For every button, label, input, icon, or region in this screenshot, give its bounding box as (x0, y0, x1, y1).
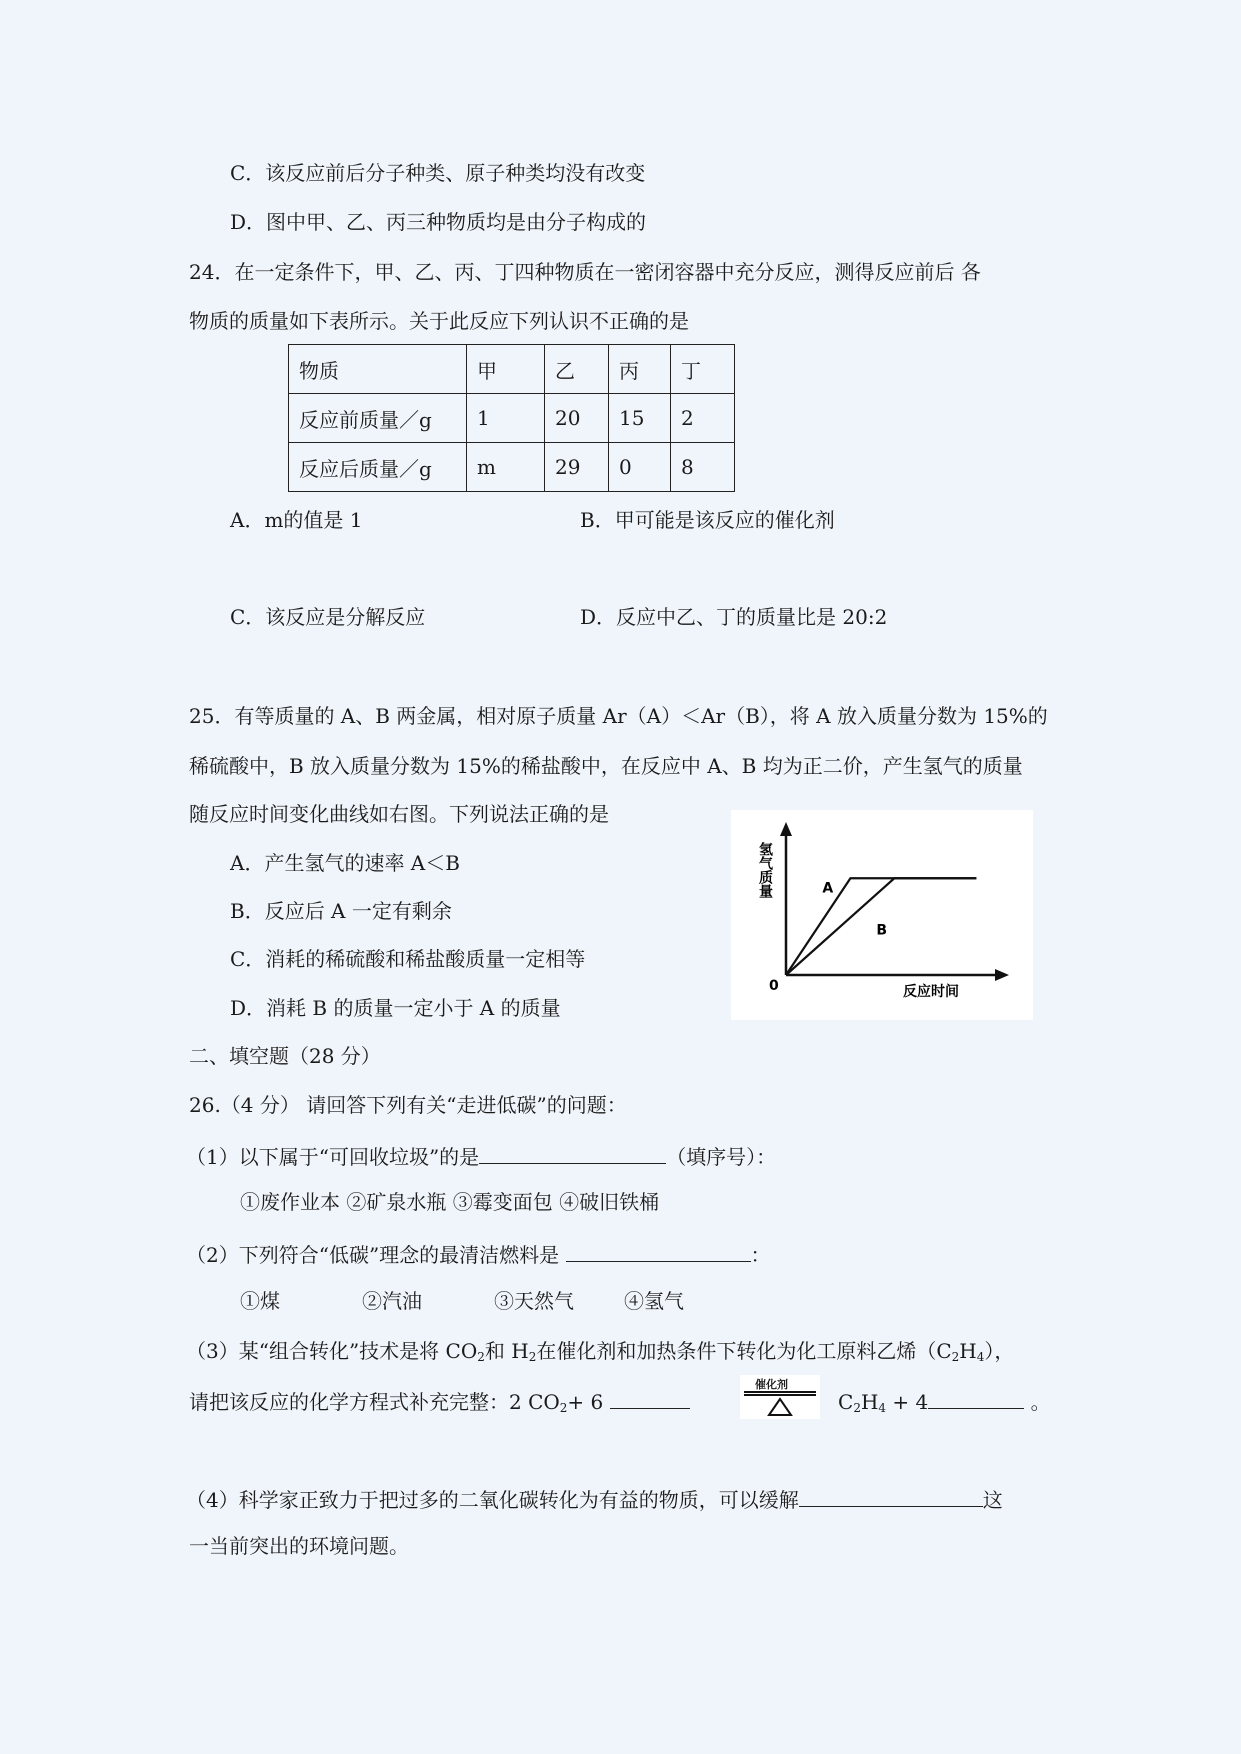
text-run: 这 (982, 1488, 1003, 1512)
catalyst-condition (740, 1375, 820, 1419)
catalyst-label: 催化剂 (755, 1378, 788, 1391)
subscript: 2 (477, 1350, 485, 1364)
text-run: （3）某“组合转化”技术是将 CO (186, 1339, 478, 1363)
text-run: + 6 (567, 1390, 610, 1414)
q26-part2-option-4: ④氢气 (624, 1289, 684, 1313)
answer-blank-1[interactable] (479, 1141, 666, 1164)
q23-option-c: C．该反应前后分子种类、原子种类均没有改变 (230, 161, 646, 185)
origin-label: 0 (769, 978, 779, 994)
q26-part3-line1 (186, 1338, 1014, 1370)
text-run: + 4 (886, 1390, 929, 1414)
text-run: 在催化剂和加热条件下转化为化工原料乙烯（C (536, 1339, 952, 1363)
x-axis-arrow (995, 969, 1009, 981)
q26-part4-line1 (186, 1484, 1003, 1513)
q24-stem-line2: 物质的质量如下表所示。关于此反应下列认识不正确的是 (189, 309, 689, 333)
text-run: 和 H (484, 1339, 529, 1363)
table-cell: 丙 (609, 345, 671, 394)
q25-option-d: D．消耗 B 的质量一定小于 A 的质量 (230, 996, 561, 1020)
answer-blank-5[interactable] (799, 1484, 983, 1507)
text-run: 请把该反应的化学方程式补充完整：2 CO (189, 1390, 560, 1414)
table-cell: 20 (545, 394, 609, 443)
table-cell: 物质 (289, 345, 467, 394)
heat-triangle-icon (740, 1375, 820, 1419)
mass-table (288, 344, 735, 492)
q25-stem-line1: 25．有等质量的 A、B 两金属，相对原子质量 Ar（A）＜Ar（B），将 A 放入质量分数为 15%的 (189, 704, 1048, 728)
table-cell: 反应前质量／g (289, 394, 467, 443)
q26-part2-option-1: ①煤 (240, 1289, 280, 1313)
section-title: 二、填空题（28 分） (189, 1044, 381, 1068)
q25-stem-line2: 稀硫酸中，B 放入质量分数为 15%的稀盐酸中，在反应中 A、B 均为正二价，产生氢气的质量 (189, 754, 1023, 778)
q26-part2-option-3: ③天然气 (494, 1289, 574, 1313)
subscript: 2 (559, 1401, 568, 1415)
q25-option-c: C．消耗的稀硫酸和稀盐酸质量一定相等 (230, 947, 586, 971)
q24-option-b: B．甲可能是该反应的催化剂 (580, 508, 835, 532)
q26-part2-text: （2）下列符合“低碳”理念的最清洁燃料是 (186, 1243, 566, 1267)
table-row (289, 443, 735, 492)
table-cell: 反应后质量／g (289, 443, 467, 492)
table-header-row (289, 345, 735, 394)
text-run: 。 (1024, 1390, 1051, 1414)
y-axis-arrow (780, 822, 792, 836)
answer-blank-4[interactable] (928, 1386, 1024, 1409)
subscript: 2 (853, 1401, 861, 1415)
q24-option-a: A．m的值是 1 (230, 508, 363, 532)
text-run: （4）科学家正致力于把过多的二氧化碳转化为有益的物质，可以缓解 (186, 1488, 799, 1512)
subscript: 4 (878, 1401, 887, 1415)
table-cell: 8 (671, 443, 735, 492)
series-label-B: B (876, 922, 888, 939)
q26-part1-options: ①废作业本 ②矿泉水瓶 ③霉变面包 ④破旧铁桶 (240, 1190, 660, 1214)
subscript: 2 (951, 1350, 960, 1364)
q26-part2-suffix: ： (750, 1243, 771, 1267)
q26-part2 (186, 1239, 771, 1268)
text-run: ）， (984, 1339, 1015, 1363)
q26-stem: 26.（4 分） 请回答下列有关“走进低碳”的问题： (189, 1093, 627, 1117)
table-cell: m (467, 443, 545, 492)
table-row (289, 394, 735, 443)
series-label-A: A (822, 880, 834, 897)
q23-option-d: D．图中甲、乙、丙三种物质均是由分子构成的 (230, 210, 647, 234)
q26-part4-line2: 一当前突出的环境问题。 (189, 1534, 409, 1558)
answer-blank-2[interactable] (566, 1239, 751, 1262)
q24-option-c: C．该反应是分解反应 (230, 605, 426, 629)
table-cell: 0 (609, 443, 671, 492)
q25-stem-line3: 随反应时间变化曲线如右图。下列说法正确的是 (189, 802, 609, 826)
y-axis-label: 氢气质量 (757, 842, 773, 898)
table-cell: 甲 (467, 345, 545, 394)
q26-part2-option-2: ②汽油 (362, 1289, 422, 1313)
table-cell: 1 (467, 394, 545, 443)
subscript: 2 (528, 1350, 537, 1364)
q25-option-b: B．反应后 A 一定有剩余 (230, 899, 452, 923)
q24-option-d: D．反应中乙、丁的质量比是 20:2 (580, 605, 888, 629)
hydrogen-chart-svg (731, 810, 1033, 1020)
answer-blank-3[interactable] (610, 1386, 690, 1409)
q26-part1 (186, 1141, 776, 1170)
table-cell: 15 (609, 394, 671, 443)
table-cell: 乙 (545, 345, 609, 394)
table-cell: 29 (545, 443, 609, 492)
hydrogen-chart (731, 810, 1033, 1020)
text-run: H (860, 1390, 879, 1414)
q26-part1-text: （1）以下属于“可回收垃圾”的是 (186, 1145, 480, 1169)
q25-option-a: A．产生氢气的速率 A＜B (230, 851, 460, 875)
table-cell: 丁 (671, 345, 735, 394)
q26-part3-line2 (189, 1386, 690, 1421)
q26-part3-equation-right (838, 1386, 1051, 1421)
table-cell: 2 (671, 394, 735, 443)
text-run: C (838, 1390, 854, 1414)
subscript: 4 (976, 1350, 985, 1364)
text-run: H (959, 1339, 977, 1363)
q24-stem-line1: 24．在一定条件下，甲、乙、丙、丁四种物质在一密闭容器中充分反应，测得反应前后 各 (189, 260, 981, 284)
x-axis-label: 反应时间 (903, 984, 959, 1000)
q26-part1-suffix: （填序号）： (666, 1145, 777, 1169)
